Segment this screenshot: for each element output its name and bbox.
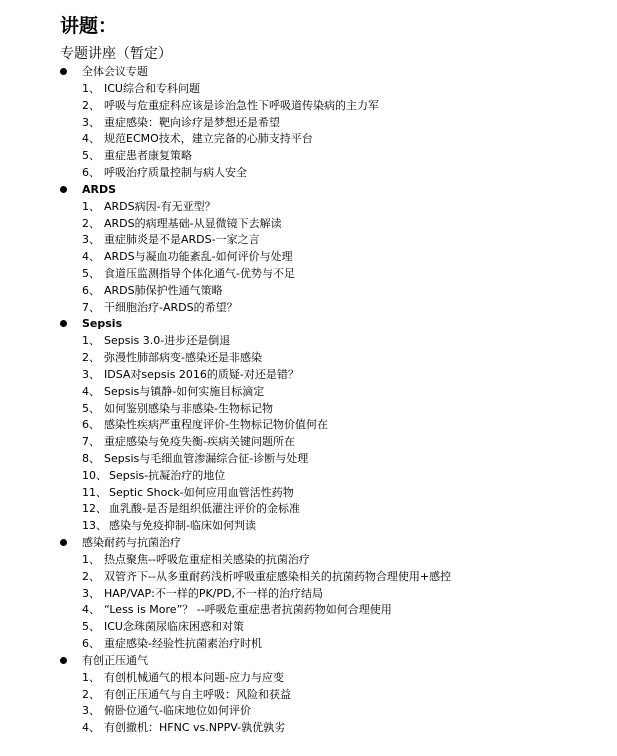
- section-heading: [0, 182, 617, 199]
- list-item: [0, 333, 617, 350]
- item-text: Sepsis-抗凝治疗的地位: [109, 468, 226, 482]
- item-text: Sepsis 3.0-进步还是倒退: [104, 334, 231, 348]
- item-text: HAP/VAP:不一样的PK/PD,不一样的治疗结局: [104, 586, 323, 600]
- item-number: 1、: [82, 334, 100, 348]
- item-number: 5、: [82, 266, 100, 280]
- list-item: [0, 703, 617, 720]
- item-number: 7、: [82, 435, 100, 449]
- item-number: 3、: [82, 586, 100, 600]
- list-item: [0, 417, 617, 434]
- section-title: ARDS: [82, 182, 117, 196]
- item-text: ARDS与凝血功能紊乱-如何评价与处理: [104, 250, 293, 264]
- item-number: 4、: [82, 384, 100, 398]
- list-item: [0, 81, 617, 98]
- item-number: 6、: [82, 418, 100, 432]
- item-number: 4、: [82, 132, 100, 146]
- bullet-icon: [60, 186, 67, 193]
- list-item: [0, 434, 617, 451]
- item-number: 1、: [82, 199, 100, 213]
- item-text: 有创正压通气与自主呼吸：风险和获益: [104, 687, 291, 701]
- item-number: 5、: [82, 620, 100, 634]
- item-number: 3、: [82, 704, 100, 718]
- section-heading: [0, 653, 617, 670]
- item-text: 感染与免疫抑制-临床如何判读: [109, 519, 256, 533]
- item-number: 8、: [82, 451, 100, 465]
- list-item: [0, 115, 617, 132]
- list-item: [0, 232, 617, 249]
- item-text: 重症感染：靶向诊疗是梦想还是希望: [104, 115, 280, 129]
- list-item: [0, 98, 617, 115]
- list-item: [0, 367, 617, 384]
- bullet-icon: [60, 539, 67, 546]
- item-text: 血乳酸-是否是组织低灌注评价的金标准: [109, 502, 300, 516]
- list-item: [0, 451, 617, 468]
- section-heading: [0, 316, 617, 333]
- item-number: 5、: [82, 149, 100, 163]
- list-item: [0, 350, 617, 367]
- item-text: 如何鉴别感染与非感染-生物标记物: [104, 401, 273, 415]
- item-text: 规范ECMO技术，建立完备的心肺支持平台: [104, 132, 313, 146]
- item-number: 4、: [82, 603, 100, 617]
- item-number: 4、: [82, 250, 100, 264]
- section-title: 有创正压通气: [82, 653, 148, 667]
- section-heading: [0, 64, 617, 81]
- section-title: 感染耐药与抗菌治疗: [82, 535, 181, 549]
- item-text: 呼吸治疗质量控制与病人安全: [104, 165, 247, 179]
- bullet-icon: [60, 657, 67, 664]
- item-number: 6、: [82, 283, 100, 297]
- section-title: 全体会议专题: [82, 65, 148, 78]
- item-text: 有创机械通气的根本问题-应力与应变: [104, 670, 284, 684]
- topic-section: [0, 182, 617, 317]
- item-text: “Less is More”？ --呼吸危重症患者抗菌药物如何合理使用: [104, 603, 392, 617]
- list-item: [0, 300, 617, 317]
- item-number: 5、: [82, 401, 100, 415]
- item-text: 重症肺炎是不是ARDS-一家之言: [104, 233, 260, 247]
- list-item: [0, 249, 617, 266]
- item-text: 俯卧位通气-临床地位如何评价: [104, 704, 251, 718]
- item-text: 弥漫性肺部病变-感染还是非感染: [104, 351, 262, 365]
- list-item: [0, 569, 617, 586]
- item-number: 6、: [82, 165, 100, 179]
- topic-section: [0, 64, 617, 182]
- item-text: 重症患者康复策略: [104, 149, 192, 163]
- item-text: 重症感染与免疫失衡-疾病关键问题所在: [104, 435, 295, 449]
- item-number: 1、: [82, 552, 100, 566]
- item-number: 2、: [82, 569, 100, 583]
- item-number: 4、: [82, 721, 100, 735]
- item-text: ARDS病因-有无亚型？: [104, 199, 216, 213]
- item-text: ARDS肺保护性通气策略: [104, 283, 223, 297]
- item-number: 11、: [82, 485, 107, 499]
- list-item: [0, 401, 617, 418]
- list-item: [0, 602, 617, 619]
- list-item: [0, 636, 617, 653]
- item-number: 1、: [82, 82, 100, 95]
- list-item: [0, 148, 617, 165]
- list-item: [0, 687, 617, 704]
- item-text: Sepsis与毛细血管渗漏综合征-诊断与处理: [104, 451, 309, 465]
- page-subtitle: 专题讲座（暂定）: [60, 46, 172, 62]
- list-item: [0, 384, 617, 401]
- item-text: ICU念珠菌尿临床困惑和对策: [104, 620, 244, 634]
- item-number: 2、: [82, 98, 100, 112]
- item-text: ARDS的病理基础-从显微镜下去解读: [104, 216, 282, 230]
- item-number: 2、: [82, 687, 100, 701]
- item-text: 有创撤机：HFNC vs.NPPV-孰优孰劣: [104, 721, 286, 735]
- item-text: Septic Shock-如何应用血管活性药物: [109, 485, 294, 499]
- item-number: 3、: [82, 367, 100, 381]
- item-text: 呼吸与危重症科应该是诊治急性下呼吸道传染病的主力军: [104, 98, 379, 112]
- item-number: 2、: [82, 216, 100, 230]
- item-text: 重症感染-经验性抗菌素治疗时机: [104, 636, 262, 650]
- list-item: [0, 670, 617, 687]
- topic-section: [0, 653, 617, 737]
- list-item: [0, 586, 617, 603]
- page-title: 讲题：: [60, 15, 118, 37]
- item-text: 干细胞治疗-ARDS的希望？: [104, 300, 238, 314]
- topic-sections: [0, 64, 617, 737]
- item-text: 感染性疾病严重程度评价-生物标记物价值何在: [104, 418, 328, 432]
- topic-section: [0, 535, 617, 653]
- item-number: 10、: [82, 468, 107, 482]
- section-title: Sepsis: [82, 317, 123, 331]
- item-text: 双管齐下--从多重耐药浅析呼吸重症感染相关的抗菌药物合理使用+感控: [104, 569, 452, 583]
- section-heading: [0, 535, 617, 552]
- item-number: 12、: [82, 502, 107, 516]
- list-item: [0, 216, 617, 233]
- bullet-icon: [60, 320, 67, 327]
- item-number: 6、: [82, 636, 100, 650]
- list-item: [0, 501, 617, 518]
- item-number: 13、: [82, 519, 107, 533]
- list-item: [0, 468, 617, 485]
- list-item: [0, 199, 617, 216]
- list-item: [0, 131, 617, 148]
- list-item: [0, 283, 617, 300]
- item-number: 3、: [82, 115, 100, 129]
- list-item: [0, 518, 617, 535]
- list-item: [0, 552, 617, 569]
- list-item: [0, 720, 617, 737]
- item-text: ICU综合和专科问题: [104, 82, 200, 95]
- bullet-icon: [60, 68, 67, 75]
- item-text: IDSA对sepsis 2016的质疑-对还是错？: [104, 367, 299, 381]
- topic-section: [0, 316, 617, 535]
- list-item: [0, 165, 617, 182]
- item-text: 食道压监测指导个体化通气-优势与不足: [104, 266, 295, 280]
- item-number: 2、: [82, 351, 100, 365]
- item-text: 热点聚焦--呼吸危重症相关感染的抗菌治疗: [104, 552, 310, 566]
- list-item: [0, 485, 617, 502]
- item-text: Sepsis与镇静-如何实施目标滴定: [104, 384, 265, 398]
- item-number: 7、: [82, 300, 100, 314]
- list-item: [0, 266, 617, 283]
- item-number: 3、: [82, 233, 100, 247]
- list-item: [0, 619, 617, 636]
- item-number: 1、: [82, 670, 100, 684]
